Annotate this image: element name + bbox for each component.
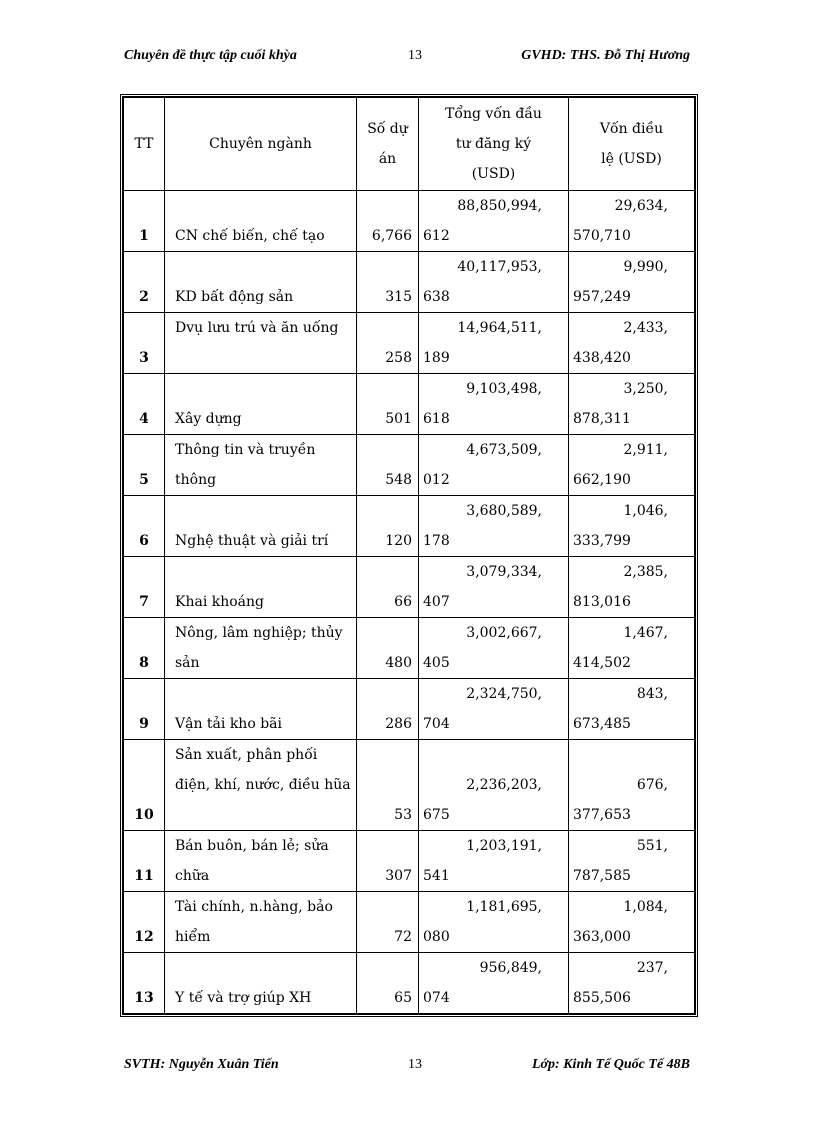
charter-capital-line-2: 377,653 [573, 807, 631, 823]
row-number: 4 [124, 374, 165, 435]
sector-name: Thông tin và truyền thông [165, 435, 357, 496]
charter-capital-line-1: 2,385, [623, 564, 668, 580]
charter-capital-line-1: 9,990, [623, 259, 668, 275]
total-capital-line-1: 2,324,750, [466, 686, 542, 702]
table-header-row [124, 98, 695, 191]
total-capital-line-2: 618 [423, 411, 450, 427]
sector-name: Tài chính, n.hàng, bảo hiểm [165, 892, 357, 953]
project-count: 480 [357, 618, 419, 679]
charter-capital [569, 557, 695, 618]
sector-name: Nông, lâm nghiệp; thủy sản [165, 618, 357, 679]
charter-capital-line-2: 438,420 [573, 350, 631, 366]
sector-name: KD bất động sản [165, 252, 357, 313]
row-number: 1 [124, 191, 165, 252]
charter-capital-line-1: 3,250, [623, 381, 668, 397]
row-number: 6 [124, 496, 165, 557]
col-header-tt: TT [124, 98, 165, 191]
table-row [124, 313, 695, 374]
charter-capital-line-1: 1,046, [623, 503, 668, 519]
total-capital [419, 191, 569, 252]
total-capital-line-2: 612 [423, 228, 450, 244]
row-number: 12 [124, 892, 165, 953]
table-row [124, 953, 695, 1014]
charter-capital [569, 953, 695, 1014]
charter-capital-line-2: 855,506 [573, 990, 631, 1006]
page-header [120, 48, 692, 70]
charter-capital-line-2: 333,799 [573, 533, 631, 549]
project-count: 6,766 [357, 191, 419, 252]
table-row [124, 892, 695, 953]
total-capital-line-1: 1,181,695, [466, 899, 542, 915]
charter-capital-line-1: 1,084, [623, 899, 668, 915]
table-row [124, 435, 695, 496]
footer-class: Lớp: Kinh Tế Quốc Tế 48B [531, 1057, 690, 1072]
charter-capital-line-1: 1,467, [623, 625, 668, 641]
table-row [124, 679, 695, 740]
project-count: 501 [357, 374, 419, 435]
total-capital-line-1: 88,850,994, [457, 198, 542, 214]
total-capital-line-2: 405 [423, 655, 450, 671]
total-capital [419, 313, 569, 374]
page-footer [120, 1057, 692, 1079]
total-capital [419, 953, 569, 1014]
charter-capital [569, 618, 695, 679]
total-capital-line-1: 40,117,953, [457, 259, 542, 275]
row-number: 7 [124, 557, 165, 618]
charter-capital-line-2: 662,190 [573, 472, 631, 488]
total-capital-line-1: 2,236,203, [466, 777, 542, 793]
row-number: 10 [124, 740, 165, 831]
header-document-title: Chuyên đề thực tập cuối khỳa [124, 48, 297, 63]
row-number: 8 [124, 618, 165, 679]
row-number: 2 [124, 252, 165, 313]
sector-name: Vận tải kho bãi [165, 679, 357, 740]
charter-capital [569, 496, 695, 557]
total-capital [419, 435, 569, 496]
total-capital-line-2: 074 [423, 990, 450, 1006]
charter-capital-line-1: 29,634, [614, 198, 668, 214]
charter-capital-line-2: 570,710 [573, 228, 631, 244]
sector-name: Sản xuất, phân phối điện, khí, nước, điều hũa [165, 740, 357, 831]
footer-page-number: 13 [408, 1057, 422, 1072]
project-count: 120 [357, 496, 419, 557]
table-row [124, 618, 695, 679]
project-count: 315 [357, 252, 419, 313]
total-capital-line-1: 14,964,511, [457, 320, 542, 336]
row-number: 13 [124, 953, 165, 1014]
row-number: 5 [124, 435, 165, 496]
charter-capital [569, 252, 695, 313]
total-capital-line-1: 956,849, [479, 960, 542, 976]
sector-name: CN chế biến, chế tạo [165, 191, 357, 252]
table-row [124, 252, 695, 313]
total-capital [419, 740, 569, 831]
sector-name: Bán buôn, bán lẻ; sửa chữa [165, 831, 357, 892]
project-count: 66 [357, 557, 419, 618]
sector-name: Nghệ thuật và giải trí [165, 496, 357, 557]
charter-capital-line-2: 957,249 [573, 289, 631, 305]
table-row [124, 740, 695, 831]
total-capital-line-1: 3,079,334, [466, 564, 542, 580]
row-number: 3 [124, 313, 165, 374]
col-header-charter-capital: Vốn điều lệ (USD) [569, 98, 695, 191]
total-capital-line-2: 675 [423, 807, 450, 823]
project-count: 286 [357, 679, 419, 740]
total-capital-line-2: 704 [423, 716, 450, 732]
charter-capital-line-1: 551, [636, 838, 668, 854]
sector-name: Y tế và trợ giúp XH [165, 953, 357, 1014]
col-header-total-capital: Tổng vốn đầu tư đăng ký (USD) [419, 98, 569, 191]
charter-capital-line-2: 673,485 [573, 716, 631, 732]
charter-capital [569, 191, 695, 252]
row-number: 11 [124, 831, 165, 892]
total-capital-line-2: 638 [423, 289, 450, 305]
header-page-number: 13 [408, 48, 422, 63]
charter-capital-line-2: 878,311 [573, 411, 631, 427]
project-count: 53 [357, 740, 419, 831]
total-capital [419, 496, 569, 557]
total-capital [419, 831, 569, 892]
total-capital [419, 557, 569, 618]
charter-capital [569, 892, 695, 953]
col-header-projects: Số dự án [357, 98, 419, 191]
project-count: 548 [357, 435, 419, 496]
charter-capital [569, 374, 695, 435]
total-capital-line-2: 189 [423, 350, 450, 366]
total-capital [419, 374, 569, 435]
project-count: 307 [357, 831, 419, 892]
total-capital-line-2: 080 [423, 929, 450, 945]
charter-capital [569, 831, 695, 892]
charter-capital [569, 313, 695, 374]
project-count: 65 [357, 953, 419, 1014]
charter-capital-line-1: 2,433, [623, 320, 668, 336]
charter-capital [569, 679, 695, 740]
charter-capital-line-1: 2,911, [623, 442, 668, 458]
charter-capital-line-1: 843, [636, 686, 668, 702]
charter-capital-line-2: 813,016 [573, 594, 631, 610]
charter-capital-line-2: 414,502 [573, 655, 631, 671]
charter-capital [569, 740, 695, 831]
charter-capital-line-1: 237, [636, 960, 668, 976]
charter-capital-line-2: 363,000 [573, 929, 631, 945]
total-capital [419, 618, 569, 679]
row-number: 9 [124, 679, 165, 740]
total-capital-line-2: 541 [423, 868, 450, 884]
total-capital-line-1: 4,673,509, [466, 442, 542, 458]
table-row [124, 831, 695, 892]
table-row [124, 374, 695, 435]
charter-capital-line-2: 787,585 [573, 868, 631, 884]
total-capital [419, 679, 569, 740]
sector-name: Khai khoáng [165, 557, 357, 618]
col-header-sector: Chuyên ngành [165, 98, 357, 191]
total-capital-line-1: 9,103,498, [466, 381, 542, 397]
fdi-sector-table [120, 94, 698, 1017]
charter-capital-line-1: 676, [636, 777, 668, 793]
total-capital-line-2: 012 [423, 472, 450, 488]
charter-capital [569, 435, 695, 496]
total-capital-line-2: 407 [423, 594, 450, 610]
total-capital-line-1: 3,002,667, [466, 625, 542, 641]
sector-name: Dvụ lưu trú và ăn uống [165, 313, 357, 374]
total-capital [419, 252, 569, 313]
sector-name: Xây dựng [165, 374, 357, 435]
table-row [124, 557, 695, 618]
total-capital [419, 892, 569, 953]
table-row [124, 191, 695, 252]
header-supervisor: GVHD: THS. Đỗ Thị Hương [521, 48, 690, 63]
footer-student: SVTH: Nguyễn Xuân Tiến [124, 1057, 279, 1072]
project-count: 258 [357, 313, 419, 374]
total-capital-line-1: 1,203,191, [466, 838, 542, 854]
total-capital-line-1: 3,680,589, [466, 503, 542, 519]
table-row [124, 496, 695, 557]
project-count: 72 [357, 892, 419, 953]
total-capital-line-2: 178 [423, 533, 450, 549]
